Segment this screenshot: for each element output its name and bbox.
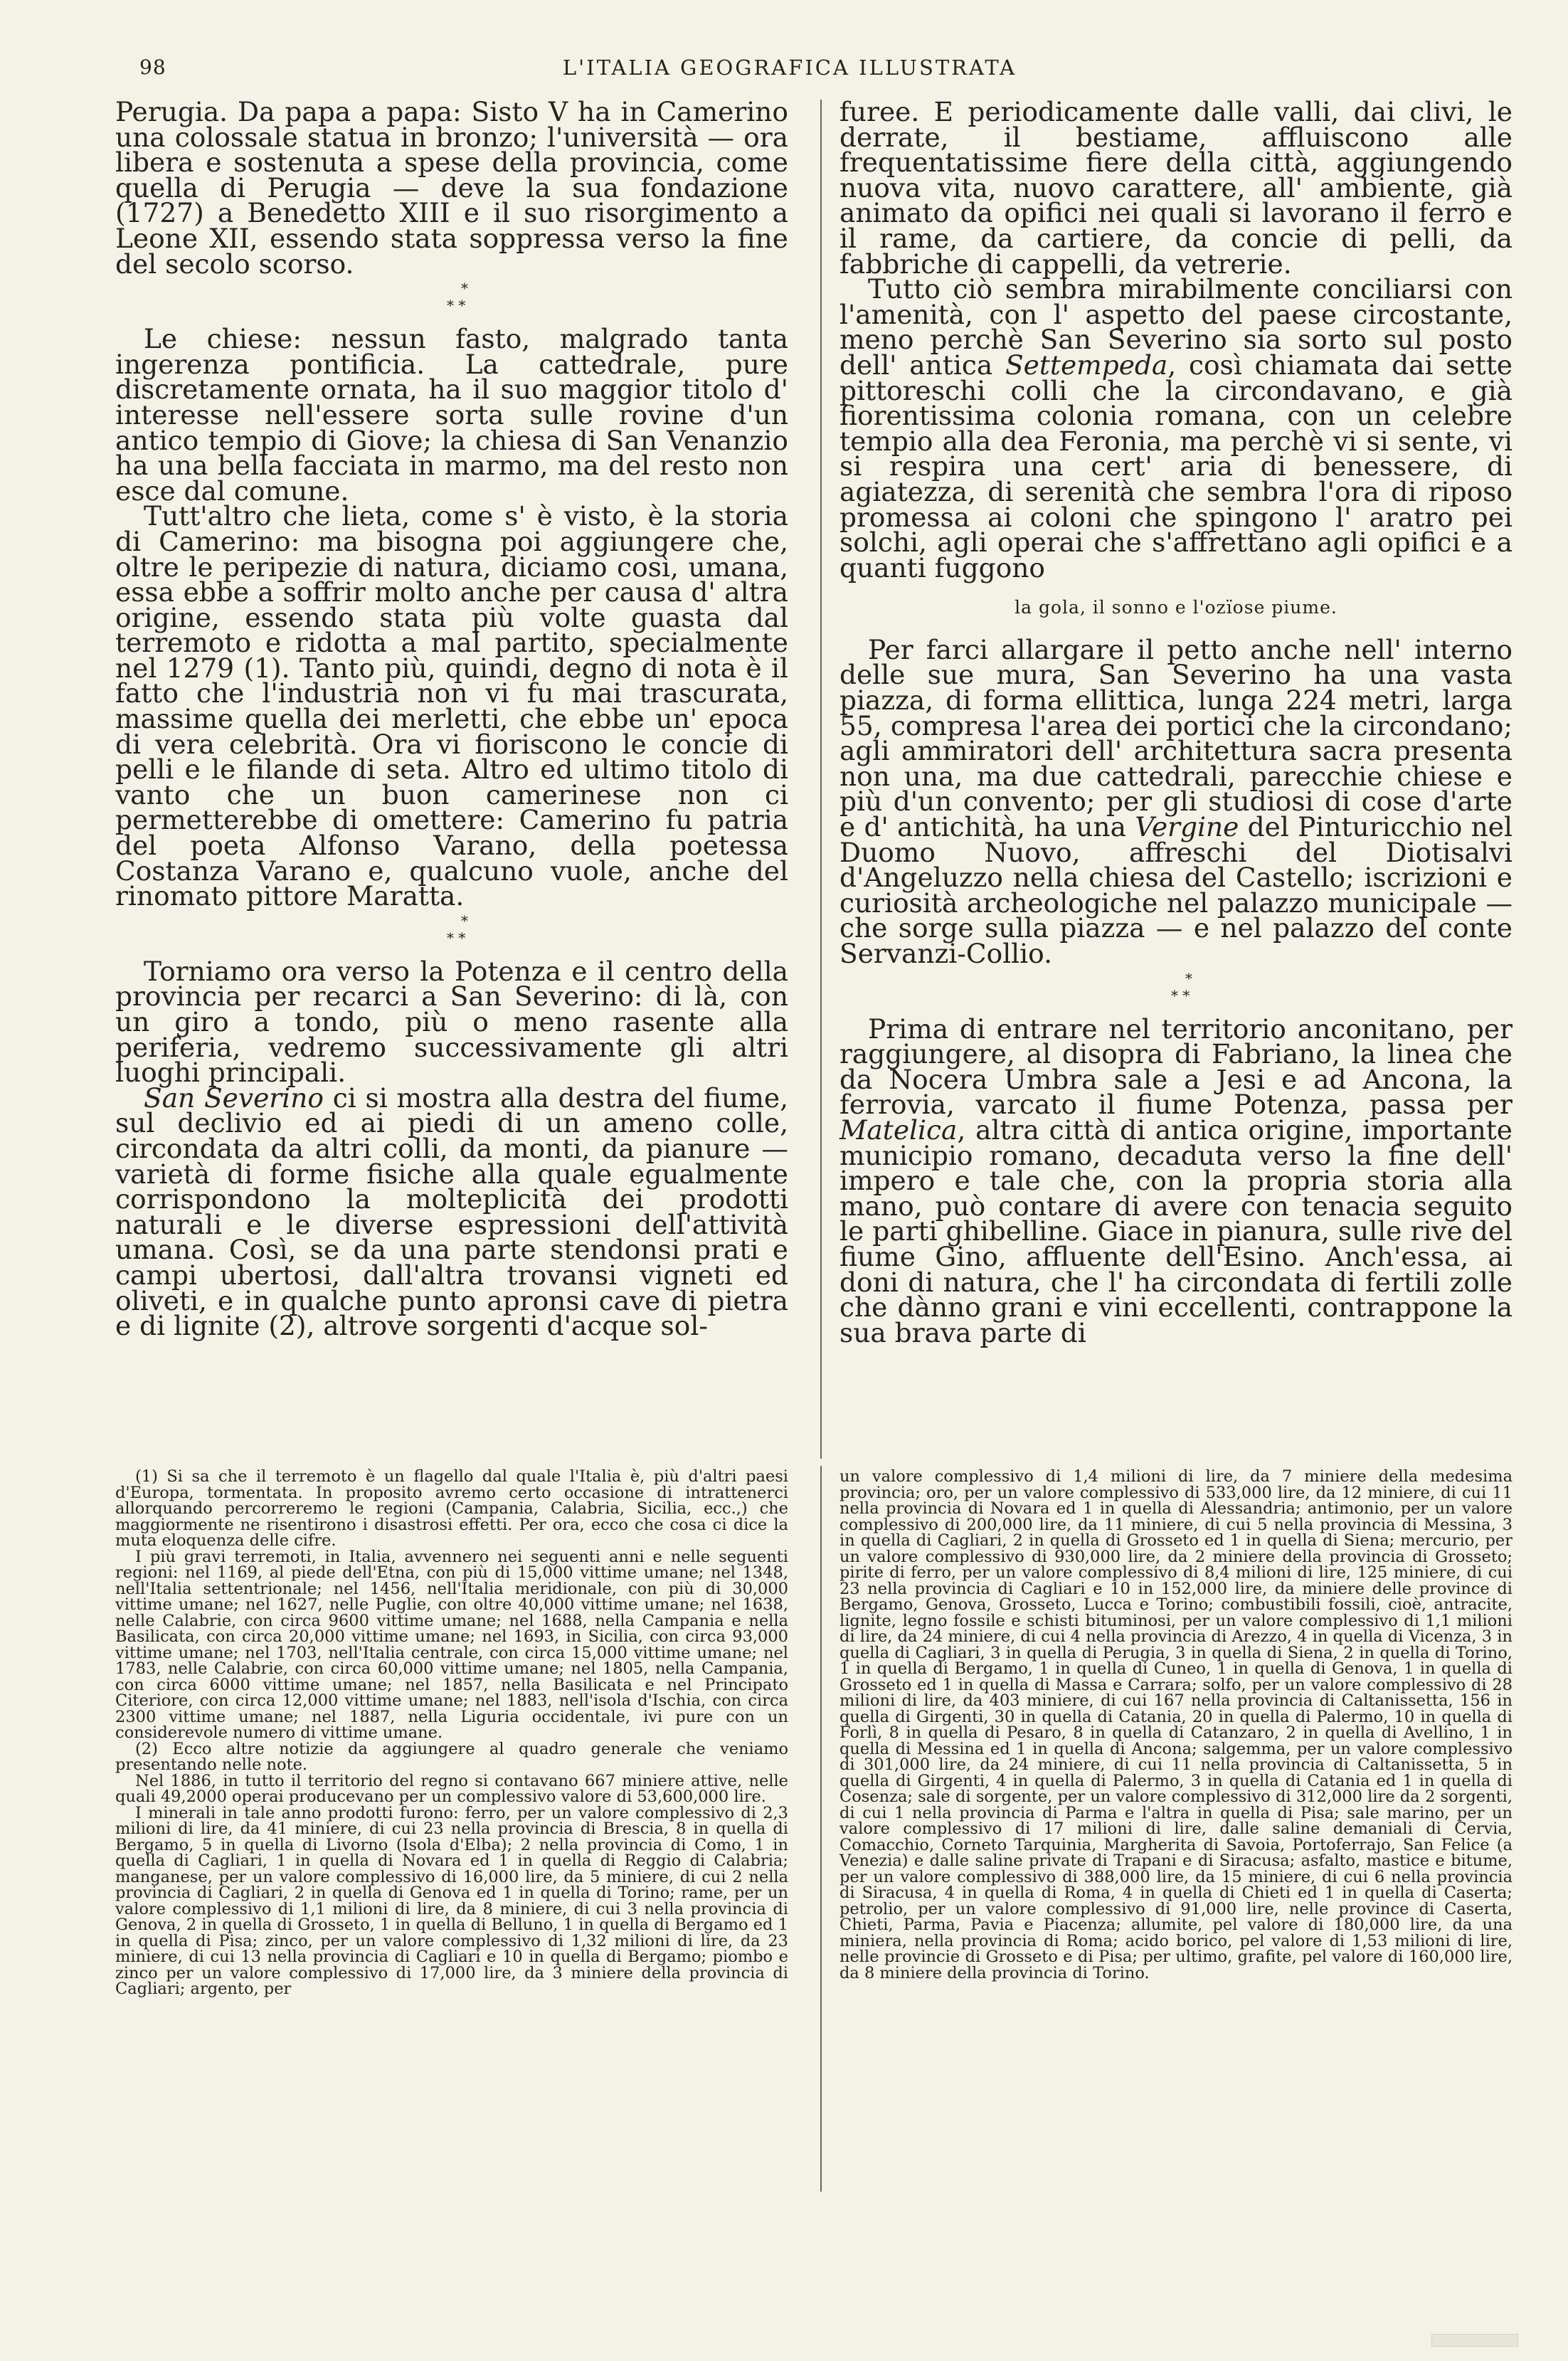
asterism-mark: * * <box>447 297 466 315</box>
footnotes-left <box>115 1469 788 1997</box>
footnote: (2) Ecco altre notizie da aggiungere al quadro generale che veniamo presentando nelle note. <box>115 1739 788 1774</box>
paragraph <box>115 1082 788 1342</box>
footnote: I più gravi terremoti, in Italia, avvennero nei seguenti anni e nelle seguenti regioni: nel 1169, al piede dell'Etna, con più di 15,000 vittime umane; nel 1348, nell'Italia settentrionale; nel 1456, nell'Italia meridionale, con più di 30,000 vittime umane; nel 1627, nelle Puglie, con oltre 40,000 vittime umane; nel 1638, nelle Calabrie, con circa 9600 vittime umane; nel 1688, nella Campania e nella Basilicata, con circa 20,000 vittime umane; nel 1693, in Sicilia, con circa 93,000 vittime umane; nel 1703, nell'Italia centrale, con circa 15,000 vittime umane; nel 1783, nelle Calabrie, con circa 60,000 vittime umane; nel 1805, nella Campania, con circa 6000 vittime umane; nel 1857, nella Basilicata e nel Principato Citeriore, con circa 12,000 vittime umane; nel 1883, nell'isola d'Ischia, con circa 2300 vittime umane; nel 1887, nella Liguria occidentale, ivi pure con un considerevole numero di vittime umane. <box>115 1547 788 1742</box>
asterism-mark: * * <box>1171 986 1190 1004</box>
paragraph-text: ci si mostra alla destra del fiume, sul declivio ed ai piedi di un ameno colle, circondata da altri colli, da monti, da pianure — varietà di forme fisiche alla quale egualmente corrispondono la molteplicità dei prodotti naturali e le diverse espressioni dell'attività umana. Così, se da una parte stendonsi prati e campi ubertosi, dall'altra trovansi vigneti ed oliveti, e in qualche punto apronsi cave di pietra e di lignite (2), altrove sorgenti d'acque sol- <box>115 1082 788 1342</box>
paragraph-text: del Pinturicchio nel Duomo Nuovo, affreschi del Diotisalvi d'Angeluzzo nella chiesa del Castello; iscrizioni e curiosità archeologiche nel palazzo municipale — che sorge sulla piazza — e nel palazzo del conte Servanzi-Collio. <box>839 811 1513 969</box>
library-stamp <box>1431 2334 1518 2347</box>
paragraph-text: Prima di entrare nel territorio anconitano, per raggiungere, al disopra di Fabriano, la linea che da Nocera Umbra sale a Jesi e ad Ancona, la ferrovia, varcato il fiume Potenza, passa per <box>839 1013 1513 1121</box>
paragraph-text: Tutto ciò sembra mirabilmente conciliarsi con l'amenità, con l' aspetto del paese circostante, meno perchè San Severino sia sorto sul posto dell' antica <box>839 273 1513 381</box>
artwork-title: Vergine <box>1135 811 1239 843</box>
paragraph <box>839 273 1513 583</box>
paragraph-text: , altra città di antica origine, importante municipio romano, decaduta verso la fine dell' impero e tale che, con la propria storia alla mano, può contare di avere con tenacia seguito le parti ghibelline. Giace in pianura, sulle rive del fiume Gino, affluente dell'Esino. Anch'essa, ai doni di natura, che l' ha circondata di fertili zolle che dànno grani e vini eccellenti, contrappone la sua brava parte di <box>839 1114 1513 1348</box>
paragraph: Torniamo ora verso la Potenza e il centro della provincia per recarci a San Severino: di là, con un giro a tondo, più o meno rasente alla periferia, vedremo successivamente gli altri luoghi principali. <box>115 955 788 1089</box>
footnote: un valore complessivo di 1,4 milioni di lire, da 7 miniere della medesima provincia; oro, per un valore complessivo di 533,000 lire, da 12 miniere, di cui 11 nella provincia di Novara ed 1 in quella di Alessandria; antimonio, per un valore complessivo di 200,000 lire, da 11 miniere, di cui 5 nella provincia di Messina, 3 in quella di Cagliari, 2 in quella di Grosseto ed 1 in quella di Siena; mercurio, per un valore complessivo di 930,000 lire, da 2 miniere della provincia di Grosseto; pirite di ferro, per un valore complessivo di 8,4 milioni di lire, 125 miniere, di cui 23 nella provincia di Cagliari e 10 in 152,000 lire, da miniere delle province di Bergamo, Genova, Grosseto, Lucca e Torino; combustibili fossili, cioè, antracite, lignite, legno fossile e schisti bituminosi, per un valore complessivo di 1,1 milioni di lire, da 24 miniere, di cui 4 nella provincia di Arezzo, 4 in quella di Vicenza, 3 in quella di Cagliari, 3 in quella di Perugia, 3 in quella di Siena, 2 in quella di Torino, 1 in quella di Bergamo, 1 in quella di Cuneo, 1 in quella di Genova, 1 in quella di Grosseto ed 1 in quella di Massa e Carrara; solfo, per un valore complessivo di 28 milioni di lire, da 403 miniere, di cui 167 nella provincia di Caltanissetta, 156 in quella di Girgenti, 30 in quella di Catania, 20 in quella di Palermo, 10 in quella di Forlì, 8 in quella di Pesaro, 8 in quella di Catanzaro, 2 in quella di Avellino, 1 in quella di Messina ed 1 in quella di Ancona; salgemma, per un valore complessivo di 301,000 lire, da 24 miniere, di cui 11 nella provincia di Caltanissetta, 5 in quella di Girgenti, 4 in quella di Palermo, 3 in quella di Catania ed 1 in quella di Cosenza; sale di sorgente, per un valore complessivo di 312,000 lire da 2 sorgenti, di cui 1 nella provincia di Parma e l'altra in quella di Pisa; sale marino, per un valore complessivo di 17 milioni di lire, dalle saline demaniali di Cervia, Comacchio, Corneto Tarquinia, Margherita di Savoia, Portoferrajo, San Felice (a Venezia) e dalle saline private di Trapani e di Siracusa; asfalto, mastice e bitume, per un valore complessivo di 388,000 lire, da 15 miniere, di cui 6 nella provincia di Siracusa, 4 in quella di Roma, 4 in quella di Chieti ed 1 in quella di Caserta; petrolio, per un valore complessivo di 91,000 lire, nelle province di Caserta, Chieti, Parma, Pavia e Piacenza; allumite, pel valore di 180,000 lire, da una miniera, nella provincia di Roma; acido borico, pel valore di 1,53 milioni di lire, nelle provincie di Grosseto e di Pisa; per ultimo, grafite, pel valore di 160,000 lire, da 8 miniere della provincia di Torino. <box>839 1467 1513 1982</box>
right-column <box>839 96 1513 1348</box>
footnote: I minerali in tale anno prodotti furono: ferro, per un valore complessivo di 2,3 milioni di lire, da 41 miniere, di cui 23 nella provincia di Brescia, 8 in quella di Bergamo, 5 in quella di Livorno (Isola d'Elba); 2 nella provincia di Como, 1 in quella di Cagliari, 1 in quella di Novara ed 1 in quella di Reggio di Calabria; manganese, per un valore complessivo di 16,000 lire, da 5 miniere, di cui 2 nella provincia di Cagliari, 2 in quella di Genova ed 1 in quella di Torino; rame, per un valore complessivo di 1,1 milioni di lire, da 8 miniere, di cui 3 nella provincia di Genova, 2 in quella di Grosseto, 1 in quella di Belluno, 1 in quella di Bergamo ed 1 in quella di Pisa; zinco, per un valore complessivo di 1,32 milioni di lire, da 23 miniere, di cui 13 nella provincia di Cagliari e 10 in quella di Bergamo; piombo e zinco per un valore complessivo di 17,000 lire, da 3 miniere della provincia di Cagliari; argento, per <box>115 1803 788 1998</box>
asterism-mark: * <box>461 280 468 297</box>
left-column <box>115 96 788 1342</box>
place-name: San Severino <box>144 1082 324 1114</box>
verse-quote: la gola, il sonno e l'ozïose piume. <box>1015 597 1337 618</box>
page-header <box>114 56 1466 87</box>
footnotes-right <box>839 1469 1513 1981</box>
asterism <box>115 277 788 327</box>
asterism-mark: * * <box>447 929 466 946</box>
place-name: Settempeda <box>1005 349 1168 381</box>
place-name: Matelica <box>839 1114 958 1146</box>
asterism-mark: * <box>461 912 468 929</box>
paragraph-text: , così chiamata dai sette pittoreschi colli che la circondavano, e già fiorentissima colonia romana, con un celebre tempio alla dea Feronia, ma perchè vi si sente, vi si respira una cert' aria di benessere, di agiatezza, di serenità che sembra l'ora di riposo promessa ai coloni che spingono l' aratro pei solchi, agli operai che s'affrettano agli opifici e a quanti fuggono <box>839 349 1513 583</box>
footnote: Nel 1886, in tutto il territorio del regno si contavano 667 miniere attive, nelle quali 49,2000 operai producevano per un complessivo valore di 53,600,000 lire. <box>115 1771 788 1806</box>
paragraph: furee. E periodicamente dalle valli, dai clivi, le derrate, il bestiame, affluiscono alle frequentatissime fiere della città, aggiungendo nuova vita, nuovo carattere, all' ambiente, già animato da opifici nei quali si lavorano il ferro e il rame, da cartiere, da concie di pelli, da fabbriche di cappelli, da vetrerie. <box>839 96 1513 280</box>
paragraph-text: Per farci allargare il petto anche nell' interno delle sue mura, San Severino ha una vasta piazza, di forma ellittica, lunga 224 metri, larga 55, compresa l'area dei portici che la circondano; agli ammiratori dell' architettura sacra presenta non una, ma due cattedrali, parecchie chiese e più d'un convento; per gli studiosi di cose d'arte e d' antichità, ha una <box>839 633 1513 843</box>
footnote: (1) Si sa che il terremoto è un flagello dal quale l'Italia è, più d'altri paesi d'Europa, tormentata. In proposito avremo certo occasione di intrattenerci allorquando percorreremo le regioni (Campania, Calabria, Sicilia, ecc.,) che maggiormente ne risentirono i disastrosi effetti. Per ora, ecco che cosa ci dice la muta eloquenza delle cifre. <box>115 1467 788 1550</box>
column-separator <box>820 100 822 1459</box>
page-number: 98 <box>139 56 166 79</box>
footnote-separator <box>820 1466 822 2192</box>
asterism-mark: * <box>1185 969 1192 987</box>
paragraph: Le chiese: nessun fasto, malgrado tanta ingerenza pontificia. La cattedrale, pure discretamente ornata, ha il suo maggior titolo d' interesse nell'essere sorta sulle rovine d'un antico tempio di Giove; la chiesa di San Venanzio ha una bella facciata in marmo, ma del resto non esce dal comune. <box>115 323 788 507</box>
running-title: L'ITALIA GEOGRAFICA ILLUSTRATA <box>562 56 1017 80</box>
asterism <box>115 909 788 959</box>
paragraph <box>839 633 1513 969</box>
paragraph: Perugia. Da papa a papa: Sisto V ha in Camerino una colossale statua in bronzo; l'università — ora libera e sostenuta a spese della provincia, come quella di Perugia — deve la sua fondazione (1727) a Benedetto XIII e il suo risorgimento a Leone XII, essendo stata soppressa verso la fine del secolo scorso. <box>115 96 788 280</box>
paragraph: Tutt'altro che lieta, come s' è visto, è la storia di Camerino: ma bisogna poi aggiungere che, oltre le peripezie di natura, diciamo così, umana, essa ebbe a soffrir molto anche per causa d' altra origine, essendo stata più volte guasta dal terremoto e ridotta a mal partito, specialmente nel 1279 (1). Tanto più, quindi, degno di nota è il fatto che l'industria non vi fu mai trascurata, massime quella dei merletti, che ebbe un' epoca di vera celebrità. Ora vi fioriscono le concie di pelli e le filande di seta. Altro ed ultimo titolo di vanto che un buon camerinese non ci permetterebbe di omettere: Camerino fu patria del poeta Alfonso Varano, della poetessa Costanza Varano e, qualcuno vuole, anche del rinomato pittore Maratta. <box>115 500 788 912</box>
asterism <box>839 967 1513 1017</box>
paragraph <box>839 1013 1513 1348</box>
